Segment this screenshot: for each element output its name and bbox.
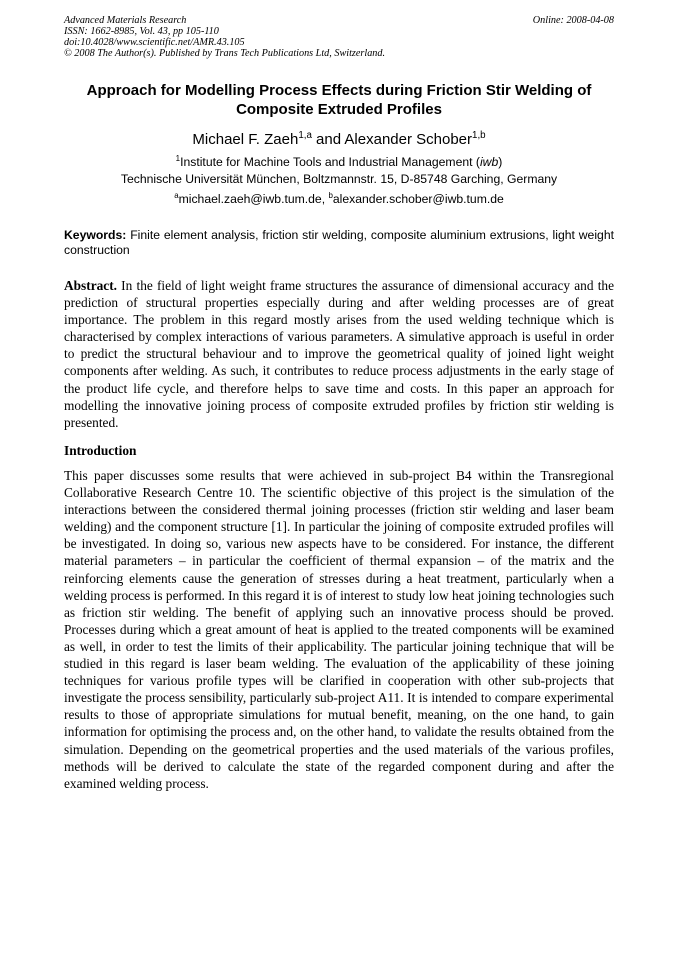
copyright-line: © 2008 The Author(s). Published by Trans Tech Publications Ltd, Switzerland.: [64, 48, 386, 59]
affiliation-mark: 1: [175, 153, 181, 163]
affiliation-institute: Institute for Machine Tools and Industrial Management (: [180, 155, 480, 169]
email-address: michael.zaeh@iwb.tum.de,: [178, 192, 329, 206]
author-separator: and: [311, 131, 345, 148]
journal-name: Advanced Materials Research: [64, 15, 187, 26]
email-mark: b: [328, 190, 333, 200]
abstract-text: In the field of light weight frame structures the assurance of dimensional accuracy and the prediction of structural properties especially during and after welding processes are of great importance. The problem in this regard mostly arises from the used welding technique which is characterised by complex interactions of various parameters. A simulative approach is useful in order to predict the structural behaviour and to improve the geometrical quality of joined light weight components after welding. As such, it contributes to reduce process adjustments in the early stage of the product life cycle, and therefore helps to save time and costs. In this paper an approach for modelling the innovative joining process of composite extruded profiles by friction stir welding is presented.: [64, 278, 614, 430]
affiliation-line-1: [40, 154, 638, 171]
email-mark: a: [174, 190, 179, 200]
email-address: alexander.schober@iwb.tum.de: [332, 192, 504, 206]
abstract-label: Abstract.: [64, 278, 117, 293]
doi-line: doi:10.4028/www.scientific.net/AMR.43.105: [64, 37, 245, 48]
paper-title: Approach for Modelling Process Effects during Friction Stir Welding of Composite Extruded Profiles: [86, 82, 592, 118]
keywords-text: Finite element analysis, friction stir welding, composite aluminium extrusions, light weight construction: [64, 228, 614, 257]
author-name: Alexander Schober: [344, 131, 473, 148]
affiliation-line-2: Technische Universität München, Boltzmannstr. 15, D-85748 Garching, Germany: [120, 172, 558, 186]
author-emails: [40, 191, 638, 208]
journal-header: [64, 15, 614, 59]
author-affiliation-mark: 1,b: [472, 130, 486, 141]
affiliation: [40, 154, 638, 188]
author-list: [64, 130, 614, 150]
affiliation-abbreviation: iwb: [479, 155, 499, 169]
section-heading-introduction: Introduction: [64, 443, 137, 458]
author-affiliation-mark: 1,a: [298, 130, 312, 141]
online-date: Online: 2008-04-08: [532, 15, 614, 26]
introduction-paragraph: This paper discusses some results that were achieved in sub-project B4 within the Transregional Collaborative Research Centre 10. The scientific objective of this project is the simulation of the interactions between the considered thermal joining processes (friction stir welding and laser beam welding) and the component structure [1]. In particular the joining of composite extruded profiles will be investigated. In doing so, various new aspects have to be considered. For instance, the different material parameters – in particular the coefficient of thermal expansion – of the matrix and the reinforcing elements cause the generation of stresses during a heat treatment, particularly when a welding process is performed. In this regard it is of interest to study low heat joining technologies such as friction stir welding. The benefit of applying such an innovative process should be proved. Processes during which a great amount of heat is applied to the treated components will be examined as well, in order to test the limits of their applicability. The particular joining technique that will be studied in this regard is laser beam welding. The evaluation of the applicability of these joining techniques for various profile types will be clarified in cooperation with other sub-projects that investigate the process sensibility, particularly sub-project A11. It is intended to compare experimental results to those of appropriate simulations for mutual benefit, meaning, on the one hand, to gain information for optimising the process and, on the other hand, to validate the results obtained from the simulation. Depending on the geometrical properties and the used materials of the various profiles, methods will be derived to calculate the state of the regarded component during and after the examined welding process.: [64, 468, 614, 791]
abstract: [64, 277, 614, 431]
keywords-label: Keywords:: [64, 228, 127, 242]
keywords: [64, 228, 614, 258]
issn-line: ISSN: 1662-8985, Vol. 43, pp 105-110: [64, 26, 219, 37]
affiliation-close-paren: ): [498, 155, 503, 169]
author-name: Michael F. Zaeh: [192, 131, 299, 148]
